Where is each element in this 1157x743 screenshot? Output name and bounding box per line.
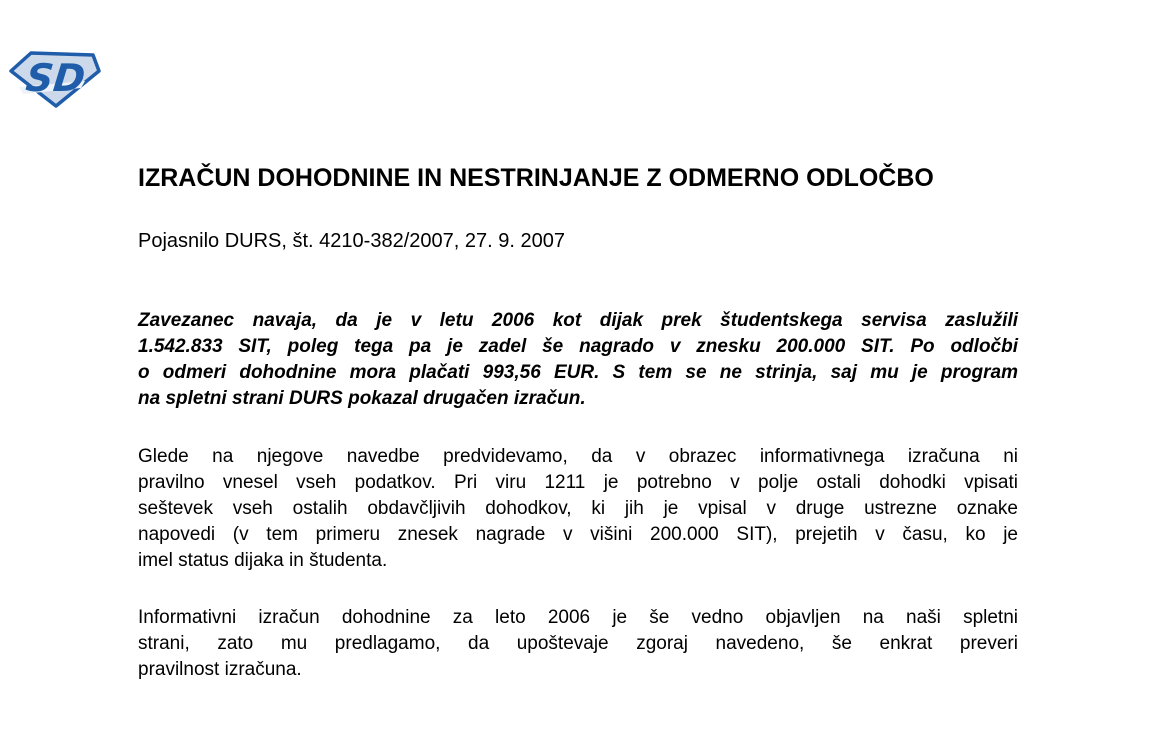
paragraph-line: napovedi (v tem primeru znesek nagrade v višini 200.000 SIT), prejetih v času, ko je [138,524,1018,545]
paragraph-durs-advice [138,444,1018,574]
document-subtitle: Pojasnilo DURS, št. 4210-382/2007, 27. 9. 2007 [138,230,565,252]
paragraph-line: Glede na njegove navedbe predvidevamo, da v obrazec informativnega izračuna ni [138,446,1018,467]
paragraph-line: imel status dijaka in študenta. [138,550,388,571]
sd-logo [9,45,101,108]
sd-logo-letters: SD [23,56,88,100]
paragraph-line: seštevek vseh ostalih obdavčljivih dohodkov, ki jih je vpisal v druge ustrezne oznake [138,498,1018,519]
paragraph-line: Zavezanec navaja, da je v letu 2006 kot dijak prek študentskega servisa zaslužili [138,310,1018,331]
paragraph-taxpayer-claim [138,308,1018,412]
paragraph-line: o odmeri dohodnine mora plačati 993,56 EUR. S tem se ne strinja, saj mu je program [138,362,1018,383]
paragraph-closing [138,605,1018,683]
sd-logo-graphic [9,45,101,108]
document-title: IZRAČUN DOHODNINE IN NESTRINJANJE Z ODMERNO ODLOČBO [138,164,934,192]
paragraph-line: na spletni strani DURS pokazal drugačen izračun. [138,388,586,409]
paragraph-line: pravilno vnesel vseh podatkov. Pri viru 1211 je potrebno v polje ostali dohodki vpisati [138,472,1018,493]
paragraph-line: pravilnost izračuna. [138,659,302,680]
paragraph-line: 1.542.833 SIT, poleg tega pa je zadel še nagrado v znesku 200.000 SIT. Po odločbi [138,336,1018,357]
paragraph-line: Informativni izračun dohodnine za leto 2006 je še vedno objavljen na naši spletni [138,607,1018,628]
paragraph-line: strani, zato mu predlagamo, da upoštevaje zgoraj navedeno, še enkrat preveri [138,633,1018,654]
